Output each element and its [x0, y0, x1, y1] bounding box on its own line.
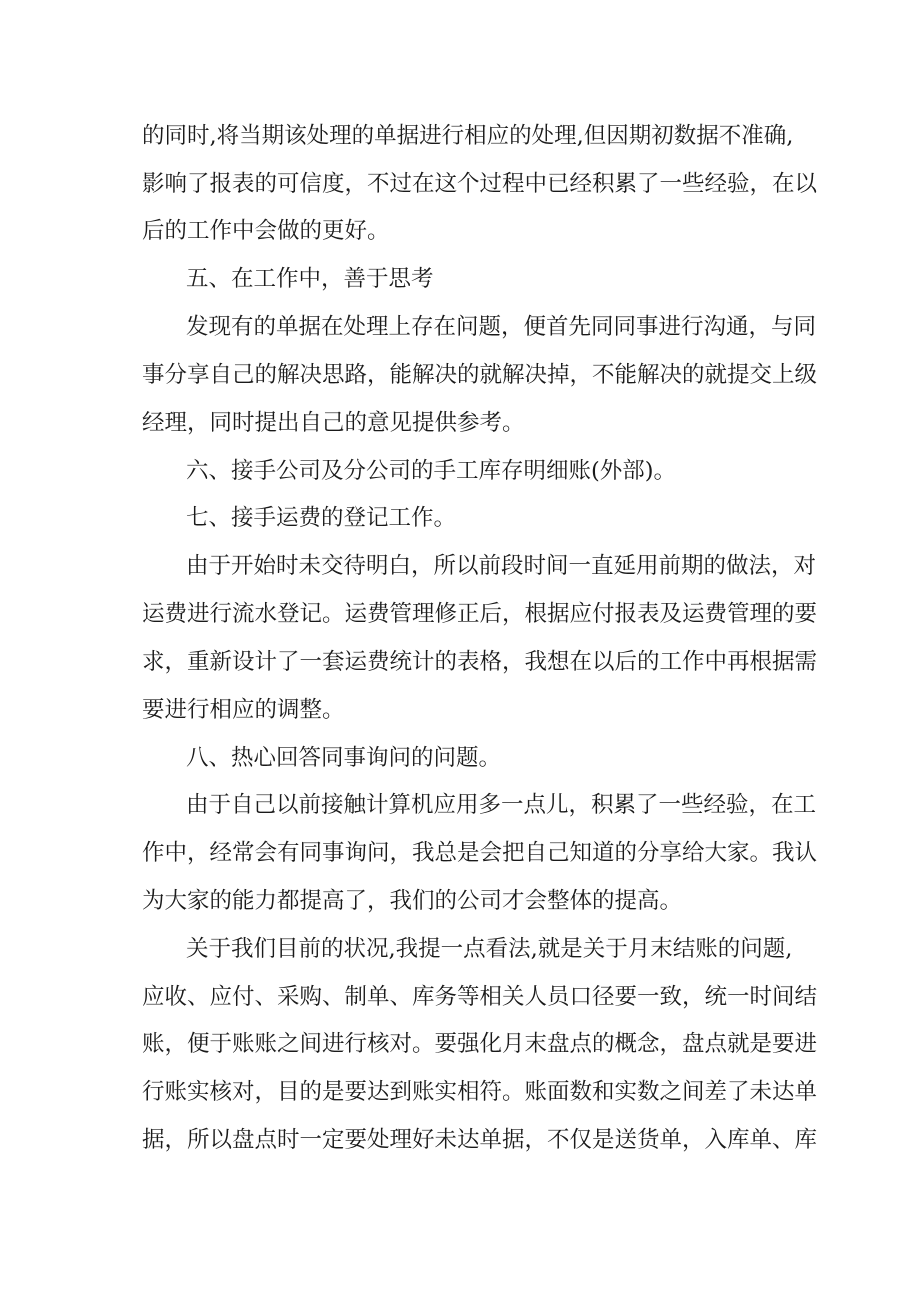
- text-line-12: 求，重新设计了一套运费统计的表格，我想在以后的工作中再根据需: [142, 649, 818, 675]
- text-line-15: 由于自己以前接触计算机应用多一点儿，积累了一些经验，在工: [186, 792, 817, 818]
- text-line-13: 要进行相应的调整。: [142, 697, 345, 723]
- text-line-7: 经理，同时提出自己的意见提供参考。: [142, 410, 525, 436]
- text-line-21: 行账实核对，目的是要达到账实相符。账面数和实数之间差了未达单: [142, 1079, 818, 1105]
- text-line-3: 后的工作中会做的更好。: [142, 218, 390, 244]
- section-heading-6: 六、接手公司及分公司的手工库存明细账(外部)。: [186, 458, 677, 484]
- text-line-11: 运费进行流水登记。运费管理修正后，根据应付报表及运费管理的要: [142, 601, 818, 627]
- section-heading-7: 七、接手运费的登记工作。: [186, 505, 457, 531]
- section-heading-5: 五、在工作中，善于思考: [186, 266, 434, 292]
- text-line-19: 应收、应付、采购、制单、库务等相关人员口径要一致，统一时间结: [142, 984, 818, 1010]
- section-heading-8: 八、热心回答同事询问的问题。: [186, 745, 502, 771]
- text-line-20: 账，便于账账之间进行核对。要强化月末盘点的概念，盘点就是要进: [142, 1031, 818, 1057]
- text-line-5: 发现有的单据在处理上存在问题，便首先同同事进行沟通，与同: [186, 314, 817, 340]
- text-line-17: 为大家的能力都提高了，我们的公司才会整体的提高。: [142, 888, 683, 914]
- text-line-10: 由于开始时未交待明白，所以前段时间一直延用前期的做法，对: [186, 553, 817, 579]
- text-line-22: 据，所以盘点时一定要处理好未达单据，不仅是送货单，入库单、库: [142, 1127, 818, 1153]
- text-line-18: 关于我们目前的状况,我提一点看法,就是关于月末结账的问题,: [186, 936, 793, 962]
- text-line-6: 事分享自己的解决思路，能解决的就解决掉，不能解决的就提交上级: [142, 362, 818, 388]
- text-line-1: 的同时,将当期该处理的单据进行相应的处理,但因期初数据不准确,: [142, 123, 794, 149]
- text-line-2: 影响了报表的可信度，不过在这个过程中已经积累了一些经验，在以: [142, 171, 818, 197]
- text-line-16: 作中，经常会有同事询问，我总是会把自己知道的分享给大家。我认: [142, 840, 818, 866]
